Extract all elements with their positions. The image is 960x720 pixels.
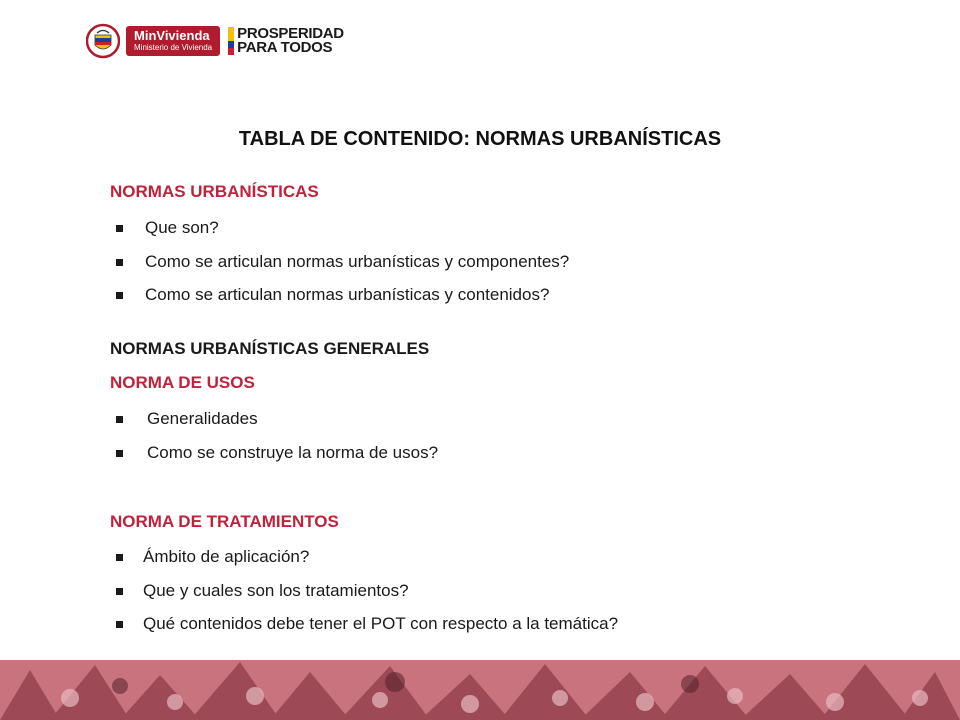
bullet-icon (116, 621, 123, 628)
section-heading-generales: NORMAS URBANÍSTICAS GENERALES (110, 339, 430, 358)
colombia-seal-icon (86, 23, 120, 59)
header-logos (86, 18, 344, 64)
bullet-icon (116, 554, 123, 561)
bullet-icon (116, 259, 123, 266)
prosperidad-logo (237, 27, 344, 55)
list-item: Como se construye la norma de usos? (110, 443, 438, 463)
slogan-line-1: PROSPERIDAD (237, 25, 344, 42)
ministry-name: MinVivienda (134, 28, 210, 43)
list-item: Ámbito de aplicación? (110, 547, 309, 567)
ministry-subtitle: Ministerio de Vivienda (134, 43, 213, 52)
crowd-photo-band (0, 660, 960, 720)
list-item: Como se articulan normas urbanísticas y componentes? (110, 252, 569, 272)
list-item: Generalidades (110, 409, 258, 429)
colombia-flag-icon (228, 27, 234, 55)
section-heading-tratamientos: NORMA DE TRATAMIENTOS (110, 512, 339, 531)
bullet-icon (116, 588, 123, 595)
bullet-icon (116, 292, 123, 299)
bullet-icon (116, 450, 123, 457)
list-item: Qué contenidos debe tener el POT con respecto a la temática? (110, 614, 618, 634)
page-title: TABLA DE CONTENIDO: NORMAS URBANÍSTICAS (238, 128, 722, 150)
bullet-icon (116, 225, 123, 232)
bullet-icon (116, 416, 123, 423)
list-item: Que y cuales son los tratamientos? (110, 581, 409, 601)
list-item: Como se articulan normas urbanísticas y contenidos? (110, 285, 549, 305)
section-subheading-usos: NORMA DE USOS (110, 373, 255, 392)
section-heading-normas: NORMAS URBANÍSTICAS (110, 182, 319, 201)
minvivienda-logo (126, 26, 220, 56)
slogan-line-2: PARA TODOS (237, 39, 333, 56)
list-item: Que son? (110, 218, 219, 238)
